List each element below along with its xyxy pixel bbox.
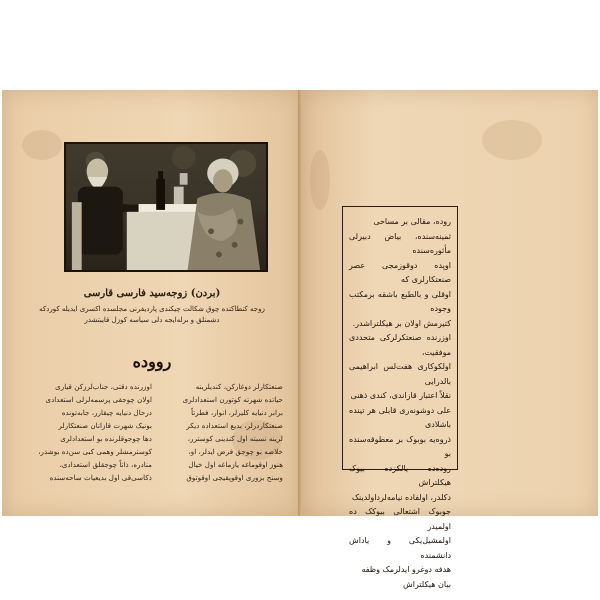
paper-stain xyxy=(482,120,542,160)
portrait-photo xyxy=(64,142,268,272)
section-title: رووده xyxy=(132,352,172,371)
photo-caption-body: زوجه کنطاکتده چوق شکالت چیکندی پاردیفرنی مجلسده اکسری ایدیله کوردکه دشمنلق و برله‌ایجه دلی سیاسه کوزل قایبتشدر xyxy=(39,305,265,324)
right-page xyxy=(302,90,598,589)
left-page xyxy=(2,90,302,516)
paper-stain xyxy=(22,130,62,160)
paper-stain xyxy=(310,150,330,210)
book-gutter xyxy=(298,90,302,516)
boxed-text: روده، مقالی بر مساحی ثمینه‌سنده، بیاض دبیرلی مأثوره‌سنده اوپده دوقوزمجی عصر صنعتکارلری که اوقلی و بالطبع باشقه برمکتب وجوده کتیرمش اولان بر هیکلتراشدر. اوزرنده صنعتکرلرکی متحددی موفقیت، اولکوکاری هفت‌لس ابراهیمی بالدرایی نقلاً اعتبار قازاندی، کندی ذهنی علی دوشونه‌ری قابلی هر تینده باشلادی ذروه‌یه بوبوک بر معطوقه‌سنده بو روده‌ده یالکزده بیوک هیکلتراش دکلدر، اولفاده نیامه‌لرداولدینک جوبوک اشتعالی بیوکک ده اولمیدر اولمشیل‌یکی و یاداش دانشمنده هدفه دوغرو ایدلرمک وظفه بیان هیکلتراش xyxy=(349,217,451,589)
text-column-right: صنعتکارلر دوغارکن، کندیلرینه حیاتده شهرته کوتورن استعدادلری برابر دنیایه کلیرلر، انوار، فطرتاً صنعتکاردرلر، بدیع استعداده دیکر لرینه نسبته اول کندینی کوسترر، خلاصه بو چوجق فرض ایدلر، او، هنوز اوقوماغه یازماغه اول خیال وسنح بزوری اوقوپقیجی اوقوتوق xyxy=(182,382,283,482)
photo-caption-title: (بردن) زوجه‌سید فارسی قارسی xyxy=(83,288,221,299)
text-column-left: اوزرنده دقتی، جناب‌لرزکن قیاری اولان چوجقی پرسمه‌لرلی استعدادی درحال دنیایه چیقارر، جابه‌تونده بونیک شهرت قازانان صنعتکارلر دها چوجوقلرنده بو استعدادلری کوسترمشلر وهمی کبی سن‌ده بوشدر، منادره، ذاتاً چوجقلق استعدادی، ذکاسی‌قی اول بدیعیات ساحه‌سنده xyxy=(38,382,152,482)
boxed-text-frame xyxy=(342,206,458,589)
